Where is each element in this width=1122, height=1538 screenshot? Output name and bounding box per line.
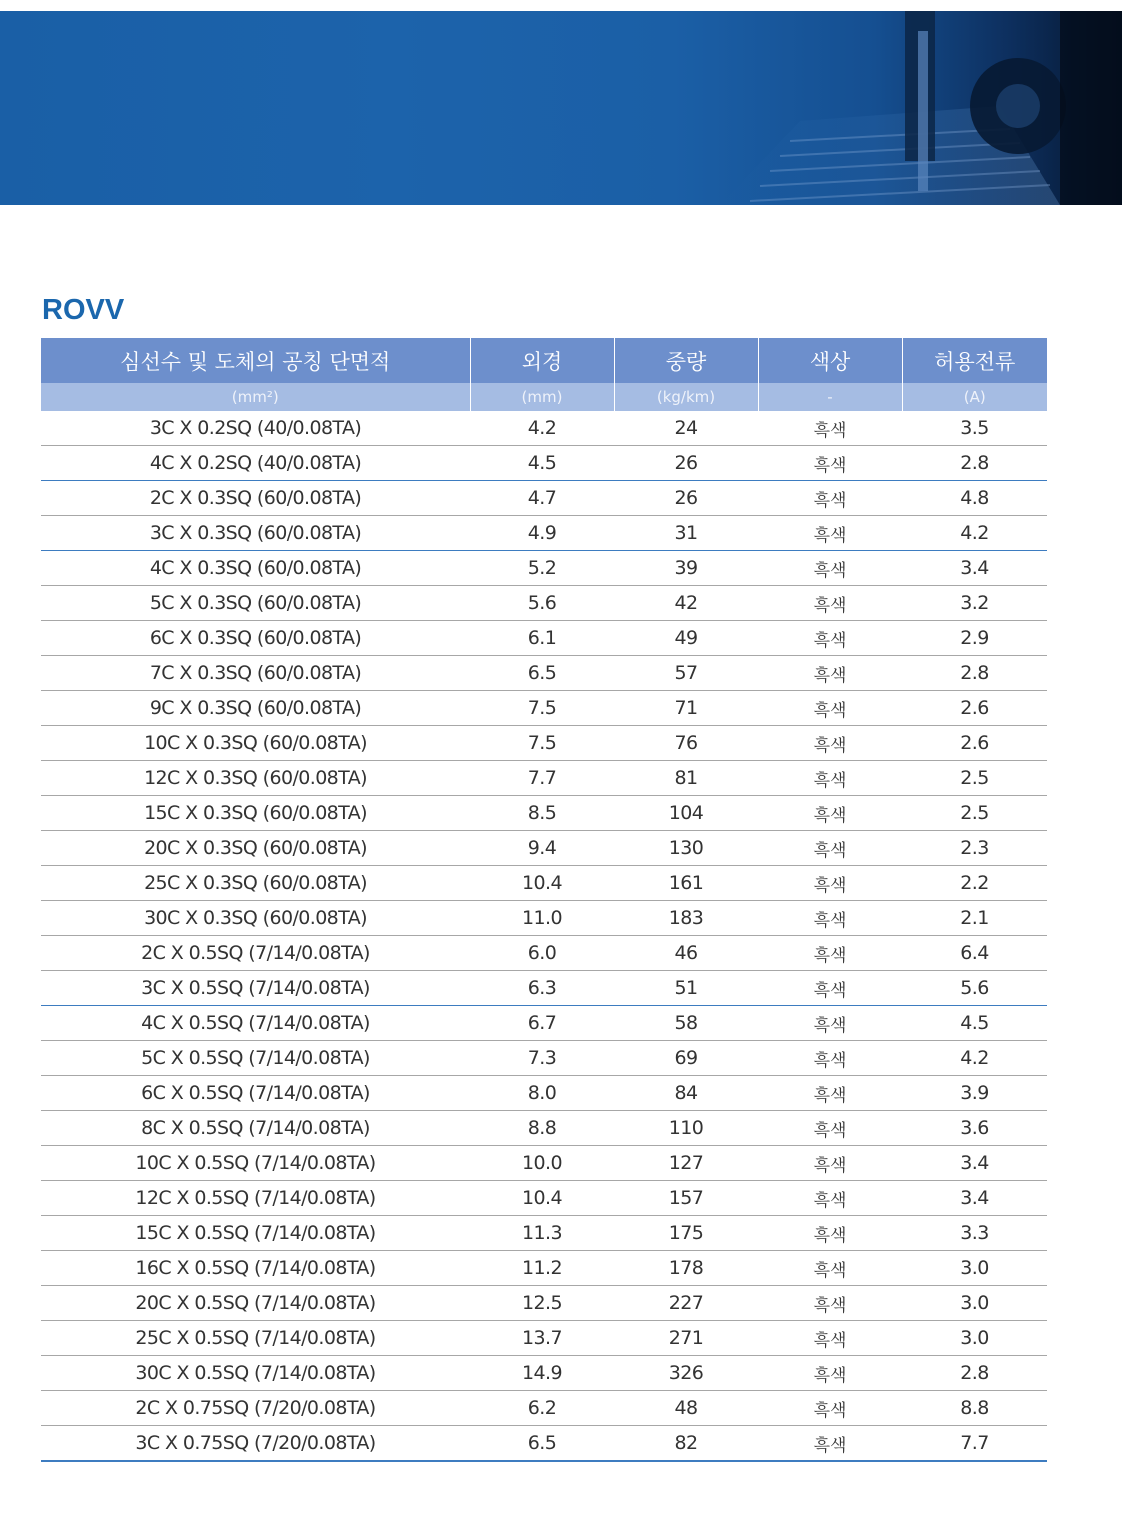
cell-outer-diameter: 6.5 [470, 1426, 614, 1462]
table-row [41, 971, 1047, 1006]
cell-outer-diameter: 10.4 [470, 1181, 614, 1216]
cell-allowable-current: 2.2 [902, 866, 1047, 901]
cell-allowable-current: 5.6 [902, 971, 1047, 1006]
cell-spec: 5C X 0.3SQ (60/0.08TA) [41, 586, 470, 621]
cell-spec: 3C X 0.75SQ (7/20/0.08TA) [41, 1426, 470, 1462]
cell-weight: 183 [614, 901, 758, 936]
cell-spec: 6C X 0.5SQ (7/14/0.08TA) [41, 1076, 470, 1111]
cell-color: 흑색 [758, 761, 902, 796]
cell-color: 흑색 [758, 1391, 902, 1426]
table-row [41, 656, 1047, 691]
table-row [41, 831, 1047, 866]
cell-spec: 25C X 0.3SQ (60/0.08TA) [41, 866, 470, 901]
cell-weight: 175 [614, 1216, 758, 1251]
cell-allowable-current: 3.4 [902, 551, 1047, 586]
table-row [41, 1146, 1047, 1181]
cell-color: 흑색 [758, 1426, 902, 1462]
cell-color: 흑색 [758, 1146, 902, 1181]
cell-weight: 82 [614, 1426, 758, 1462]
cell-outer-diameter: 6.7 [470, 1006, 614, 1041]
cell-spec: 8C X 0.5SQ (7/14/0.08TA) [41, 1111, 470, 1146]
cell-weight: 271 [614, 1321, 758, 1356]
cell-color: 흑색 [758, 796, 902, 831]
table-row [41, 761, 1047, 796]
cell-allowable-current: 2.8 [902, 1356, 1047, 1391]
cell-spec: 2C X 0.75SQ (7/20/0.08TA) [41, 1391, 470, 1426]
cell-spec: 3C X 0.3SQ (60/0.08TA) [41, 516, 470, 551]
table-row [41, 1216, 1047, 1251]
cell-weight: 110 [614, 1111, 758, 1146]
cell-allowable-current: 4.8 [902, 481, 1047, 516]
cell-allowable-current: 2.8 [902, 656, 1047, 691]
cell-spec: 3C X 0.2SQ (40/0.08TA) [41, 411, 470, 446]
cell-weight: 26 [614, 446, 758, 481]
cell-spec: 3C X 0.5SQ (7/14/0.08TA) [41, 971, 470, 1006]
cell-outer-diameter: 8.5 [470, 796, 614, 831]
header-outer-diameter: 외경 [470, 338, 614, 383]
table-row [41, 1426, 1047, 1462]
cell-outer-diameter: 8.0 [470, 1076, 614, 1111]
cell-spec: 2C X 0.3SQ (60/0.08TA) [41, 481, 470, 516]
table-row [41, 1076, 1047, 1111]
cell-outer-diameter: 4.9 [470, 516, 614, 551]
cell-allowable-current: 7.7 [902, 1426, 1047, 1462]
table-row [41, 621, 1047, 656]
cell-allowable-current: 4.2 [902, 1041, 1047, 1076]
table-row [41, 1391, 1047, 1426]
cell-weight: 71 [614, 691, 758, 726]
spec-table [41, 338, 1047, 1462]
cell-allowable-current: 4.5 [902, 1006, 1047, 1041]
cell-color: 흑색 [758, 656, 902, 691]
cell-allowable-current: 3.0 [902, 1251, 1047, 1286]
cell-allowable-current: 3.4 [902, 1181, 1047, 1216]
cell-outer-diameter: 12.5 [470, 1286, 614, 1321]
cell-outer-diameter: 13.7 [470, 1321, 614, 1356]
cell-spec: 4C X 0.3SQ (60/0.08TA) [41, 551, 470, 586]
table-row [41, 796, 1047, 831]
cell-weight: 81 [614, 761, 758, 796]
cell-weight: 26 [614, 481, 758, 516]
cell-color: 흑색 [758, 866, 902, 901]
table-body [41, 411, 1047, 1461]
unit-outer-diameter: (mm) [470, 383, 614, 411]
table-row [41, 1006, 1047, 1041]
header-weight: 중량 [614, 338, 758, 383]
cell-outer-diameter: 4.7 [470, 481, 614, 516]
cell-outer-diameter: 6.5 [470, 656, 614, 691]
cell-allowable-current: 8.8 [902, 1391, 1047, 1426]
cell-spec: 12C X 0.3SQ (60/0.08TA) [41, 761, 470, 796]
cell-outer-diameter: 10.0 [470, 1146, 614, 1181]
unit-allowable-current: (A) [902, 383, 1047, 411]
cell-outer-diameter: 7.7 [470, 761, 614, 796]
cell-weight: 39 [614, 551, 758, 586]
cell-weight: 76 [614, 726, 758, 761]
cell-color: 흑색 [758, 1076, 902, 1111]
cell-spec: 2C X 0.5SQ (7/14/0.08TA) [41, 936, 470, 971]
cell-color: 흑색 [758, 481, 902, 516]
cell-spec: 20C X 0.3SQ (60/0.08TA) [41, 831, 470, 866]
table-row [41, 1111, 1047, 1146]
cell-allowable-current: 2.6 [902, 726, 1047, 761]
table-unit-row [41, 383, 1047, 411]
cell-allowable-current: 2.5 [902, 761, 1047, 796]
cell-color: 흑색 [758, 1251, 902, 1286]
table-row [41, 586, 1047, 621]
product-title: ROVV [42, 294, 125, 326]
table-row [41, 1041, 1047, 1076]
cell-outer-diameter: 11.3 [470, 1216, 614, 1251]
cell-weight: 127 [614, 1146, 758, 1181]
cell-color: 흑색 [758, 901, 902, 936]
cell-spec: 30C X 0.5SQ (7/14/0.08TA) [41, 1356, 470, 1391]
table-row [41, 1286, 1047, 1321]
cell-color: 흑색 [758, 516, 902, 551]
cell-weight: 31 [614, 516, 758, 551]
cell-outer-diameter: 6.3 [470, 971, 614, 1006]
cell-outer-diameter: 4.2 [470, 411, 614, 446]
table-row [41, 481, 1047, 516]
cell-spec: 15C X 0.5SQ (7/14/0.08TA) [41, 1216, 470, 1251]
cell-allowable-current: 2.9 [902, 621, 1047, 656]
cell-color: 흑색 [758, 1286, 902, 1321]
cell-color: 흑색 [758, 831, 902, 866]
cell-color: 흑색 [758, 1216, 902, 1251]
cell-outer-diameter: 6.0 [470, 936, 614, 971]
cell-allowable-current: 2.1 [902, 901, 1047, 936]
cell-allowable-current: 2.3 [902, 831, 1047, 866]
cell-color: 흑색 [758, 621, 902, 656]
cell-color: 흑색 [758, 586, 902, 621]
cell-weight: 51 [614, 971, 758, 1006]
cell-spec: 16C X 0.5SQ (7/14/0.08TA) [41, 1251, 470, 1286]
cell-weight: 157 [614, 1181, 758, 1216]
cell-weight: 57 [614, 656, 758, 691]
table-row [41, 726, 1047, 761]
cell-color: 흑색 [758, 1111, 902, 1146]
cell-outer-diameter: 9.4 [470, 831, 614, 866]
cell-outer-diameter: 6.1 [470, 621, 614, 656]
cell-outer-diameter: 11.0 [470, 901, 614, 936]
cell-allowable-current: 3.5 [902, 411, 1047, 446]
cell-allowable-current: 6.4 [902, 936, 1047, 971]
table-row [41, 866, 1047, 901]
cell-allowable-current: 3.9 [902, 1076, 1047, 1111]
table-row [41, 1356, 1047, 1391]
cell-allowable-current: 3.2 [902, 586, 1047, 621]
header-color: 색상 [758, 338, 902, 383]
cell-outer-diameter: 8.8 [470, 1111, 614, 1146]
cell-spec: 12C X 0.5SQ (7/14/0.08TA) [41, 1181, 470, 1216]
cell-allowable-current: 3.3 [902, 1216, 1047, 1251]
cell-outer-diameter: 7.3 [470, 1041, 614, 1076]
cell-outer-diameter: 5.6 [470, 586, 614, 621]
cell-outer-diameter: 11.2 [470, 1251, 614, 1286]
unit-color: - [758, 383, 902, 411]
cell-weight: 48 [614, 1391, 758, 1426]
table-header-row [41, 338, 1047, 383]
cell-allowable-current: 3.6 [902, 1111, 1047, 1146]
unit-weight: (kg/km) [614, 383, 758, 411]
table-row [41, 691, 1047, 726]
cell-color: 흑색 [758, 971, 902, 1006]
cell-color: 흑색 [758, 691, 902, 726]
cell-weight: 84 [614, 1076, 758, 1111]
cell-outer-diameter: 4.5 [470, 446, 614, 481]
cell-weight: 24 [614, 411, 758, 446]
cell-color: 흑색 [758, 1181, 902, 1216]
cell-weight: 46 [614, 936, 758, 971]
cell-spec: 30C X 0.3SQ (60/0.08TA) [41, 901, 470, 936]
cell-allowable-current: 3.0 [902, 1321, 1047, 1356]
cell-allowable-current: 4.2 [902, 516, 1047, 551]
cell-color: 흑색 [758, 726, 902, 761]
cell-spec: 25C X 0.5SQ (7/14/0.08TA) [41, 1321, 470, 1356]
table-row [41, 1251, 1047, 1286]
cell-outer-diameter: 7.5 [470, 726, 614, 761]
cell-spec: 9C X 0.3SQ (60/0.08TA) [41, 691, 470, 726]
cell-color: 흑색 [758, 551, 902, 586]
cell-allowable-current: 2.5 [902, 796, 1047, 831]
table-row [41, 551, 1047, 586]
cell-weight: 130 [614, 831, 758, 866]
cell-outer-diameter: 10.4 [470, 866, 614, 901]
cell-spec: 5C X 0.5SQ (7/14/0.08TA) [41, 1041, 470, 1076]
cell-weight: 69 [614, 1041, 758, 1076]
cell-weight: 178 [614, 1251, 758, 1286]
table-row [41, 1181, 1047, 1216]
cell-weight: 58 [614, 1006, 758, 1041]
cell-spec: 15C X 0.3SQ (60/0.08TA) [41, 796, 470, 831]
cell-outer-diameter: 6.2 [470, 1391, 614, 1426]
cell-allowable-current: 3.0 [902, 1286, 1047, 1321]
cell-spec: 6C X 0.3SQ (60/0.08TA) [41, 621, 470, 656]
cell-weight: 227 [614, 1286, 758, 1321]
cell-color: 흑색 [758, 1006, 902, 1041]
cell-weight: 161 [614, 866, 758, 901]
table-row [41, 411, 1047, 446]
cell-allowable-current: 3.4 [902, 1146, 1047, 1181]
cell-spec: 10C X 0.5SQ (7/14/0.08TA) [41, 1146, 470, 1181]
cell-color: 흑색 [758, 936, 902, 971]
banner-machine-illustration [0, 11, 1122, 205]
cell-weight: 326 [614, 1356, 758, 1391]
table-row [41, 1321, 1047, 1356]
table-row [41, 901, 1047, 936]
cell-color: 흑색 [758, 446, 902, 481]
cell-weight: 42 [614, 586, 758, 621]
cell-color: 흑색 [758, 1356, 902, 1391]
header-allowable-current: 허용전류 [902, 338, 1047, 383]
cell-spec: 20C X 0.5SQ (7/14/0.08TA) [41, 1286, 470, 1321]
cell-weight: 49 [614, 621, 758, 656]
cell-spec: 4C X 0.5SQ (7/14/0.08TA) [41, 1006, 470, 1041]
cell-spec: 10C X 0.3SQ (60/0.08TA) [41, 726, 470, 761]
cell-outer-diameter: 7.5 [470, 691, 614, 726]
cell-color: 흑색 [758, 1041, 902, 1076]
table-row [41, 936, 1047, 971]
cell-allowable-current: 2.8 [902, 446, 1047, 481]
table-row [41, 446, 1047, 481]
table-row [41, 516, 1047, 551]
cell-weight: 104 [614, 796, 758, 831]
cell-allowable-current: 2.6 [902, 691, 1047, 726]
cell-outer-diameter: 5.2 [470, 551, 614, 586]
cell-outer-diameter: 14.9 [470, 1356, 614, 1391]
header-banner [0, 11, 1122, 205]
cell-spec: 4C X 0.2SQ (40/0.08TA) [41, 446, 470, 481]
cell-spec: 7C X 0.3SQ (60/0.08TA) [41, 656, 470, 691]
unit-spec: (mm²) [41, 383, 470, 411]
header-spec: 심선수 및 도체의 공칭 단면적 [41, 338, 470, 383]
cell-color: 흑색 [758, 1321, 902, 1356]
cell-color: 흑색 [758, 411, 902, 446]
